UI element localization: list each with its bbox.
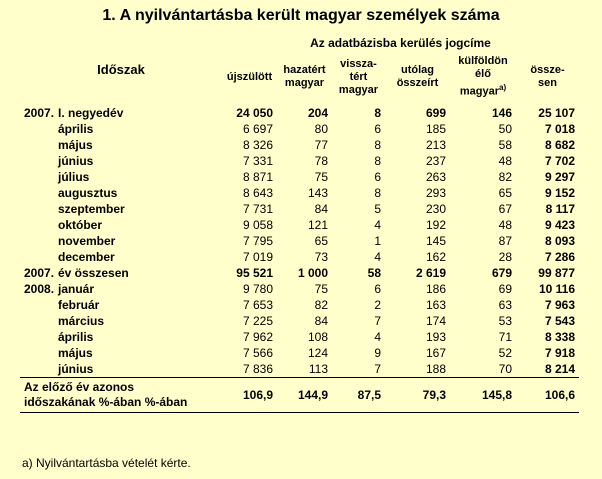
- row-period: év összesen: [58, 266, 129, 280]
- column-header-6: [516, 51, 579, 103]
- table-cell: 80: [314, 122, 328, 136]
- table-cell: 7 963: [544, 298, 575, 312]
- row-period: szeptember: [58, 202, 125, 216]
- table-row: [20, 265, 579, 281]
- table-cell: 4: [374, 218, 381, 232]
- table-cell: 7 018: [544, 122, 575, 136]
- table-cell: 230: [425, 202, 446, 216]
- group-header: Az adatbázisba kerülés jogcíme: [310, 36, 491, 50]
- table-cell: 213: [425, 138, 446, 152]
- table-cell: 2: [374, 298, 381, 312]
- table-cell: 7 543: [544, 314, 575, 328]
- table-cell: 52: [498, 346, 512, 360]
- row-label: [20, 137, 222, 153]
- row-label: [20, 233, 222, 249]
- footnote-marker: a): [499, 83, 507, 93]
- table-cell: 143: [307, 186, 328, 200]
- row-period: június: [58, 154, 94, 168]
- row-label: [20, 281, 222, 297]
- table-cell: 73: [314, 250, 328, 264]
- table-cell: 167: [425, 346, 446, 360]
- column-header-line: külföldön: [458, 55, 508, 68]
- table-cell: 87: [498, 234, 512, 248]
- row-period: június: [58, 362, 94, 376]
- row-label: [20, 345, 222, 361]
- column-header-4: [385, 51, 450, 103]
- row-period: december: [58, 250, 115, 264]
- column-header-line: összeírt: [396, 77, 439, 89]
- table-cell: 53: [498, 314, 512, 328]
- table-cell: 6: [374, 170, 381, 184]
- table-row: [20, 233, 579, 249]
- comparison-cell: 87,5: [332, 378, 385, 413]
- column-header-line: élő: [475, 68, 491, 81]
- table-cell: 10 116: [538, 282, 575, 296]
- table-cell: 8: [374, 106, 381, 120]
- table-cell: 8 117: [545, 202, 575, 216]
- table-cell: 82: [498, 170, 512, 184]
- column-header-line: magyar: [338, 83, 379, 96]
- table-row: [20, 361, 579, 378]
- table-cell: 7 702: [544, 154, 575, 168]
- table-cell: 124: [307, 346, 328, 360]
- column-header-3: [332, 51, 385, 103]
- row-label: [20, 185, 222, 201]
- comparison-label-line: időszakának %-ában %-ában: [24, 395, 188, 409]
- row-label: [20, 249, 222, 265]
- table-row: [20, 345, 579, 361]
- table-cell: 185: [425, 122, 446, 136]
- table-row: [20, 153, 579, 169]
- table-cell: 8 682: [544, 138, 575, 152]
- statistics-table: [20, 35, 579, 413]
- row-period: április: [58, 122, 94, 136]
- row-label: [20, 153, 222, 169]
- table-title: 1. A nyilvántartásba került magyar személyek száma: [102, 7, 500, 24]
- table-cell: 8 338: [544, 330, 575, 344]
- table-cell: 58: [498, 138, 512, 152]
- table-cell: 9 423: [544, 218, 575, 232]
- table-cell: 9 780: [242, 282, 273, 296]
- row-period: január: [58, 282, 95, 296]
- table-cell: 7 225: [242, 314, 273, 328]
- table-cell: 4: [374, 250, 381, 264]
- row-period: február: [58, 298, 100, 312]
- table-cell: 7 331: [242, 154, 273, 168]
- comparison-cell: 106,9: [222, 378, 277, 413]
- table-cell: 48: [498, 154, 512, 168]
- column-header-line: vissza-: [340, 57, 377, 70]
- table-cell: 7 286: [544, 250, 575, 264]
- table-cell: 293: [425, 186, 446, 200]
- table-cell: 78: [314, 154, 328, 168]
- comparison-cell: 144,9: [277, 378, 332, 413]
- row-period: március: [58, 314, 105, 328]
- column-header-line: össze-: [530, 64, 565, 76]
- table-cell: 188: [385, 361, 450, 378]
- table-cell: 67: [498, 202, 512, 216]
- table-row: [20, 329, 579, 345]
- table-row: [20, 169, 579, 185]
- table-cell: 193: [425, 330, 446, 344]
- table-cell: 63: [498, 298, 512, 312]
- column-header-5: [450, 51, 516, 103]
- table-row: [20, 185, 579, 201]
- table-cell: 9 058: [242, 218, 273, 232]
- row-label: [20, 265, 222, 281]
- table-cell: 50: [498, 122, 512, 136]
- comparison-cell: 145,8: [450, 378, 516, 413]
- table-cell: 84: [314, 314, 328, 328]
- table-cell: 8 214: [516, 361, 579, 378]
- table-cell: 1: [374, 234, 381, 248]
- table-row: [20, 121, 579, 137]
- table-cell: 69: [498, 282, 512, 296]
- table-cell: 1 000: [297, 266, 328, 280]
- table-cell: 77: [314, 138, 328, 152]
- row-period: április: [58, 330, 94, 344]
- table-cell: 65: [314, 234, 328, 248]
- table-cell: 192: [425, 218, 446, 232]
- table-cell: 121: [307, 218, 328, 232]
- table-cell: 6: [374, 282, 381, 296]
- table-cell: 7: [332, 361, 385, 378]
- row-year: 2008.: [24, 282, 55, 296]
- table-cell: 28: [498, 250, 512, 264]
- table-cell: 6 697: [242, 122, 273, 136]
- comparison-row: [20, 378, 579, 413]
- table-cell: 8: [374, 186, 381, 200]
- table-cell: 204: [307, 106, 328, 120]
- column-header-line: utólag: [401, 64, 434, 76]
- row-label: [20, 361, 222, 378]
- table-cell: 8: [374, 154, 381, 168]
- table-cell: 5: [374, 202, 381, 216]
- row-period: május: [58, 346, 93, 360]
- row-label: [20, 297, 222, 313]
- table-cell: 237: [425, 154, 446, 168]
- row-label: [20, 201, 222, 217]
- table-cell: 75: [314, 282, 328, 296]
- table-cell: 8 871: [242, 170, 273, 184]
- table-cell: 163: [425, 298, 446, 312]
- row-year: 2007.: [24, 266, 55, 280]
- column-header-line: tért: [349, 70, 368, 83]
- row-period: október: [58, 218, 103, 232]
- column-header-1: [222, 51, 277, 103]
- table-cell: 65: [498, 186, 512, 200]
- row-label: [20, 217, 222, 233]
- table-cell: 146: [491, 106, 512, 120]
- table-cell: 71: [498, 330, 512, 344]
- row-year: 2007.: [24, 106, 55, 120]
- table-cell: 7: [374, 314, 381, 328]
- table-row: [20, 201, 579, 217]
- table-cell: 8: [374, 138, 381, 152]
- footnote: a) Nyilvántartásba vételét kérte.: [22, 456, 191, 470]
- table-cell: 82: [314, 298, 328, 312]
- table-row: [20, 313, 579, 329]
- row-label: [20, 313, 222, 329]
- table-row: [20, 281, 579, 297]
- table-cell: 113: [277, 361, 332, 378]
- table-cell: 679: [491, 266, 512, 280]
- table-cell: 7 653: [242, 298, 273, 312]
- comparison-label: [20, 378, 222, 413]
- row-period: augusztus: [58, 186, 118, 200]
- table-cell: 58: [367, 266, 381, 280]
- row-period: május: [58, 138, 93, 152]
- table-cell: 6: [374, 122, 381, 136]
- row-period: november: [58, 234, 116, 248]
- table-cell: 162: [425, 250, 446, 264]
- table-cell: 48: [498, 218, 512, 232]
- table-cell: 9 297: [544, 170, 575, 184]
- table-cell: 70: [450, 361, 516, 378]
- table-cell: 7 918: [544, 346, 575, 360]
- column-header-line: magyar: [284, 77, 325, 89]
- comparison-cell: 106,6: [516, 378, 579, 413]
- table-cell: 7 836: [222, 361, 277, 378]
- table-row: [20, 297, 579, 313]
- table-cell: 7 795: [242, 234, 273, 248]
- table-cell: 9: [374, 346, 381, 360]
- table-cell: 24 050: [236, 106, 273, 120]
- row-label: [20, 103, 222, 121]
- table-cell: 7 566: [242, 346, 273, 360]
- table-cell: 99 877: [538, 266, 575, 280]
- column-header-line: sen: [538, 77, 557, 89]
- table-cell: 174: [425, 314, 446, 328]
- table-row: [20, 217, 579, 233]
- table-cell: 95 521: [236, 266, 273, 280]
- table-cell: 108: [307, 330, 328, 344]
- row-label: [20, 121, 222, 137]
- table-cell: 8 326: [242, 138, 273, 152]
- table-cell: 75: [314, 170, 328, 184]
- table-cell: 84: [314, 202, 328, 216]
- column-header-2: [277, 51, 332, 103]
- table-row: [20, 103, 579, 121]
- table-cell: 186: [425, 282, 446, 296]
- row-period: I. negyedév: [58, 106, 124, 120]
- table-cell: 2 619: [415, 266, 446, 280]
- table-cell: 25 107: [538, 106, 575, 120]
- column-header-line: újszülött: [226, 70, 273, 83]
- table-cell: 7 019: [242, 250, 273, 264]
- column-header-line: magyar: [459, 85, 499, 98]
- comparison-cell: 79,3: [385, 378, 450, 413]
- column-header-line: hazatért: [283, 64, 326, 76]
- table-cell: 8 093: [544, 234, 575, 248]
- row-label: [20, 169, 222, 185]
- table-cell: 9 152: [544, 186, 575, 200]
- comparison-label-line: Az előző év azonos: [24, 380, 135, 394]
- table-cell: 7 962: [242, 330, 273, 344]
- table-cell: 7 731: [242, 202, 273, 216]
- table-cell: 145: [425, 234, 446, 248]
- table-row: [20, 249, 579, 265]
- table-cell: 8 643: [242, 186, 273, 200]
- row-period: július: [58, 170, 90, 184]
- table-row: [20, 137, 579, 153]
- table-cell: 263: [425, 170, 446, 184]
- table-cell: 4: [374, 330, 381, 344]
- row-label: [20, 329, 222, 345]
- table-cell: 699: [425, 106, 446, 120]
- period-header: Időszak: [97, 61, 145, 77]
